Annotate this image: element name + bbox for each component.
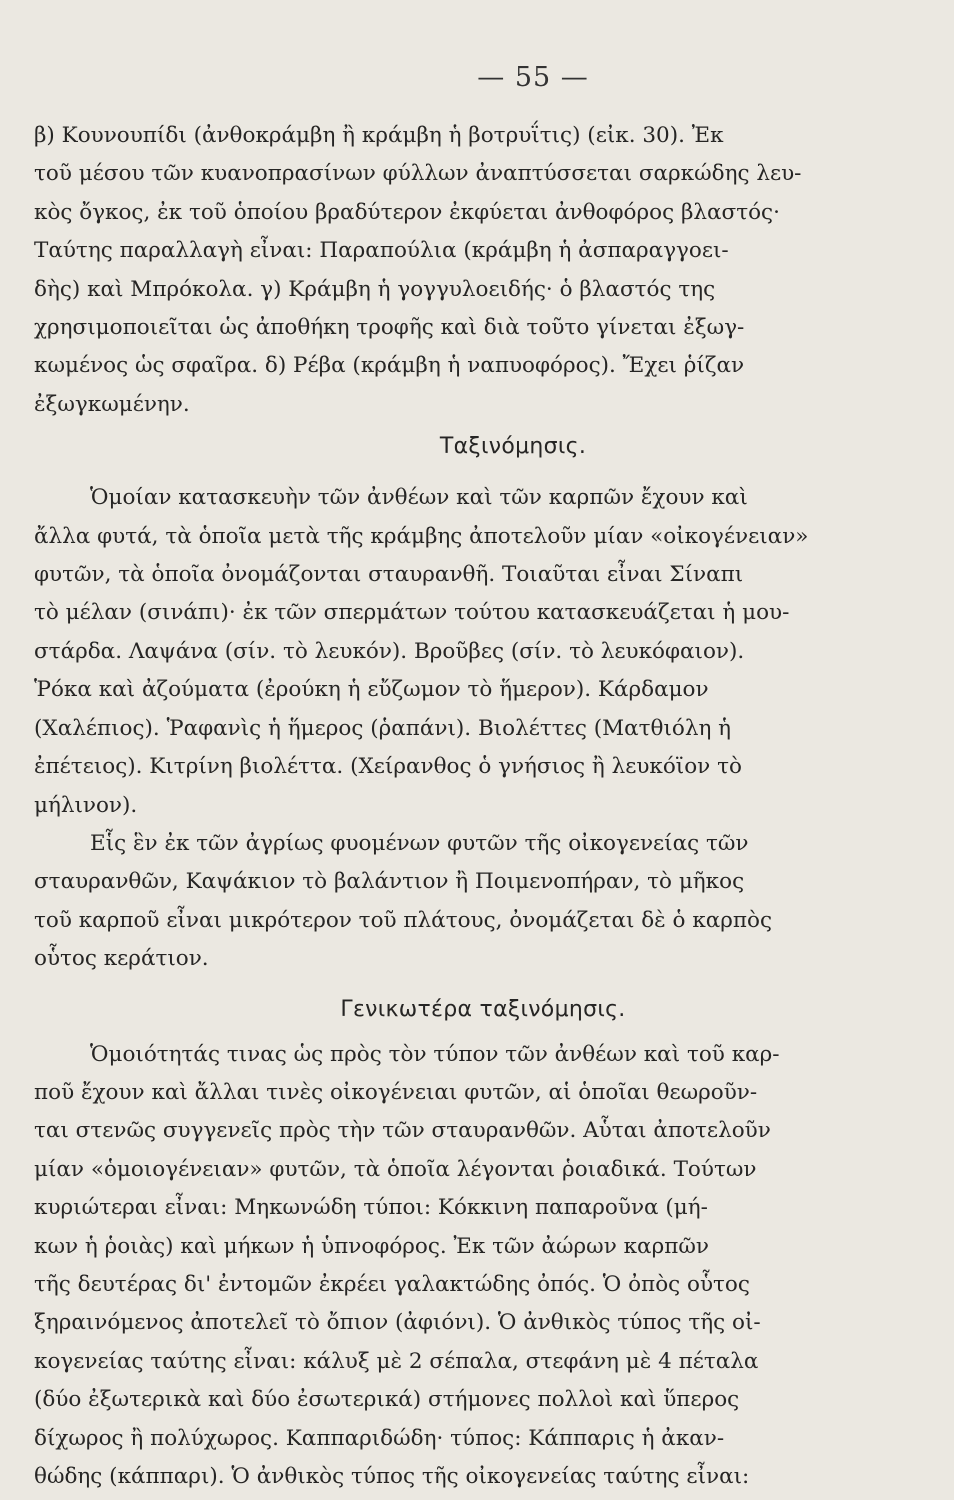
text-line: Ταύτης παραλλαγὴ εἶναι: Παραπούλια (κράμβη ἡ ἀσπαραγγοει-: [34, 238, 729, 264]
genikotera-paragraph: [34, 1036, 872, 1497]
text-line: ται στενῶς συγγενεῖς πρὸς τὴν τῶν σταυρανθῶν. Αὗται ἀποτελοῦν: [34, 1118, 771, 1144]
text-line: τοῦ καρποῦ εἶναι μικρότερον τοῦ πλάτους, ὀνομάζεται δὲ ὁ καρπὸς: [34, 907, 773, 933]
taxinomisis-paragraph-1: [34, 479, 872, 825]
text-line: θώδης (κάππαρι). Ὁ ἀνθικὸς τύπος τῆς οἰκογενείας ταύτης εἶναι:: [34, 1464, 750, 1489]
text-line: χρησιμοποιεῖται ὡς ἀποθήκη τροφῆς καὶ διὰ τοῦτο γίνεται ἐξωγ-: [34, 315, 745, 341]
text-line: φυτῶν, τὰ ὁποῖα ὀνομάζονται σταυρανθῆ. Τοιαῦται εἶναι Σίναπι: [34, 562, 744, 588]
text-line: (Χαλέπιος). Ῥαφανὶς ἡ ἥμερος (ῥαπάνι). Βιολέττες (Ματθιόλη ἡ: [34, 715, 732, 741]
text-line: μήλινον).: [34, 792, 138, 818]
text-line: κων ἡ ῥοιὰς) καὶ μήκων ἡ ὑπνοφόρος. Ἐκ τῶν ἀώρων καρπῶν: [34, 1233, 709, 1259]
text-line: δὴς) καὶ Μπρόκολα. γ) Κράμβη ἡ γογγυλοειδής· ὁ βλαστός της: [34, 276, 716, 302]
text-line: κυριώτεραι εἶναι: Μηκωνώδη τύποι: Κόκκινη παπαροῦνα (μή-: [34, 1195, 708, 1221]
text-line: τῆς δευτέρας δι' ἐντομῶν ἐκρέει γαλακτώδης ὀπός. Ὁ ὀπὸς οὗτος: [34, 1271, 750, 1297]
text-line: μίαν «ὁμοιογένειαν» φυτῶν, τὰ ὁποῖα λέγονται ῥοιαδικά. Τούτων: [34, 1156, 757, 1182]
text-line: Ὁμοιότητάς τινας ὡς πρὸς τὸν τύπον τῶν ἀνθέων καὶ τοῦ καρ-: [90, 1041, 780, 1067]
text-line: ποῦ ἔχουν καὶ ἄλλαι τινὲς οἰκογένειαι φυτῶν, αἱ ὁποῖαι θεωροῦν-: [34, 1079, 758, 1105]
text-line: τὸ μέλαν (σινάπι)· ἐκ τῶν σπερμάτων τούτου κατασκευάζεται ἡ μου-: [34, 600, 790, 626]
text-line: β) Κουνουπίδι (ἀνθοκράμβη ἢ κράμβη ἡ βοτρυΐτις) (εἰκ. 30). Ἐκ: [34, 123, 724, 148]
text-line: οὗτος κεράτιον.: [34, 946, 209, 972]
text-line: Εἷς ἓν ἐκ τῶν ἀγρίως φυομένων φυτῶν τῆς οἰκογενείας τῶν: [90, 830, 749, 856]
text-line: κωμένος ὡς σφαῖρα. δ) Ρέβα (κράμβη ἡ ναπυοφόρος). Ἔχει ῥίζαν: [34, 353, 745, 379]
text-line: ξηραινόμενος ἀποτελεῖ τὸ ὄπιον (ἀφιόνι). Ὁ ἀνθικὸς τύπος τῆς οἰ-: [34, 1310, 761, 1336]
page-number: — 55 —: [477, 62, 589, 93]
section-heading-taxinomisis: Ταξινόμησις.: [439, 434, 587, 460]
text-line: Ὁμοίαν κατασκευὴν τῶν ἀνθέων καὶ τῶν καρπῶν ἔχουν καὶ: [90, 485, 748, 511]
text-line: κὸς ὄγκος, ἐκ τοῦ ὁποίου βραδύτερον ἐκφύεται ἀνθοφόρος βλαστός·: [34, 199, 780, 225]
text-line: δίχωρος ἢ πολύχωρος. Καππαριδώδη· τύπος: Κάππαρις ἡ ἀκαν-: [34, 1425, 725, 1451]
text-line: τοῦ μέσου τῶν κυανοπρασίνων φύλλων ἀναπτύσσεται σαρκώδης λευ-: [34, 161, 802, 187]
section-heading-genikotera: Γενικωτέρα ταξινόμησις.: [340, 996, 626, 1022]
intro-paragraph: [34, 117, 872, 424]
text-line: στάρδα. Λαψάνα (σίν. τὸ λευκόν). Βροῦβες (σίν. τὸ λευκόφαιον).: [34, 638, 745, 664]
text-line: (δύο ἐξωτερικὰ καὶ δύο ἐσωτερικά) στήμονες πολλοὶ καὶ ὕπερος: [34, 1387, 740, 1413]
text-line: σταυρανθῶν, Καψάκιον τὸ βαλάντιον ἢ Ποιμενοπήραν, τὸ μῆκος: [34, 869, 745, 895]
text-line: ἐξωγκωμένην.: [34, 391, 190, 417]
taxinomisis-paragraph-2: [34, 825, 872, 979]
text-line: ἄλλα φυτά, τὰ ὁποῖα μετὰ τῆς κράμβης ἀποτελοῦν μίαν «οἰκογένειαν»: [34, 523, 809, 549]
text-line: κογενείας ταύτης εἶναι: κάλυξ μὲ 2 σέπαλα, στεφάνη μὲ 4 πέταλα: [34, 1348, 759, 1374]
text-line: ἐπέτειος). Κιτρίνη βιολέττα. (Χείρανθος ὁ γνήσιος ἢ λευκόϊον τὸ: [34, 754, 742, 780]
text-line: Ῥόκα καὶ ἀζούματα (ἐρούκη ἡ εὔζωμον τὸ ἥμερον). Κάρδαμον: [34, 677, 709, 703]
